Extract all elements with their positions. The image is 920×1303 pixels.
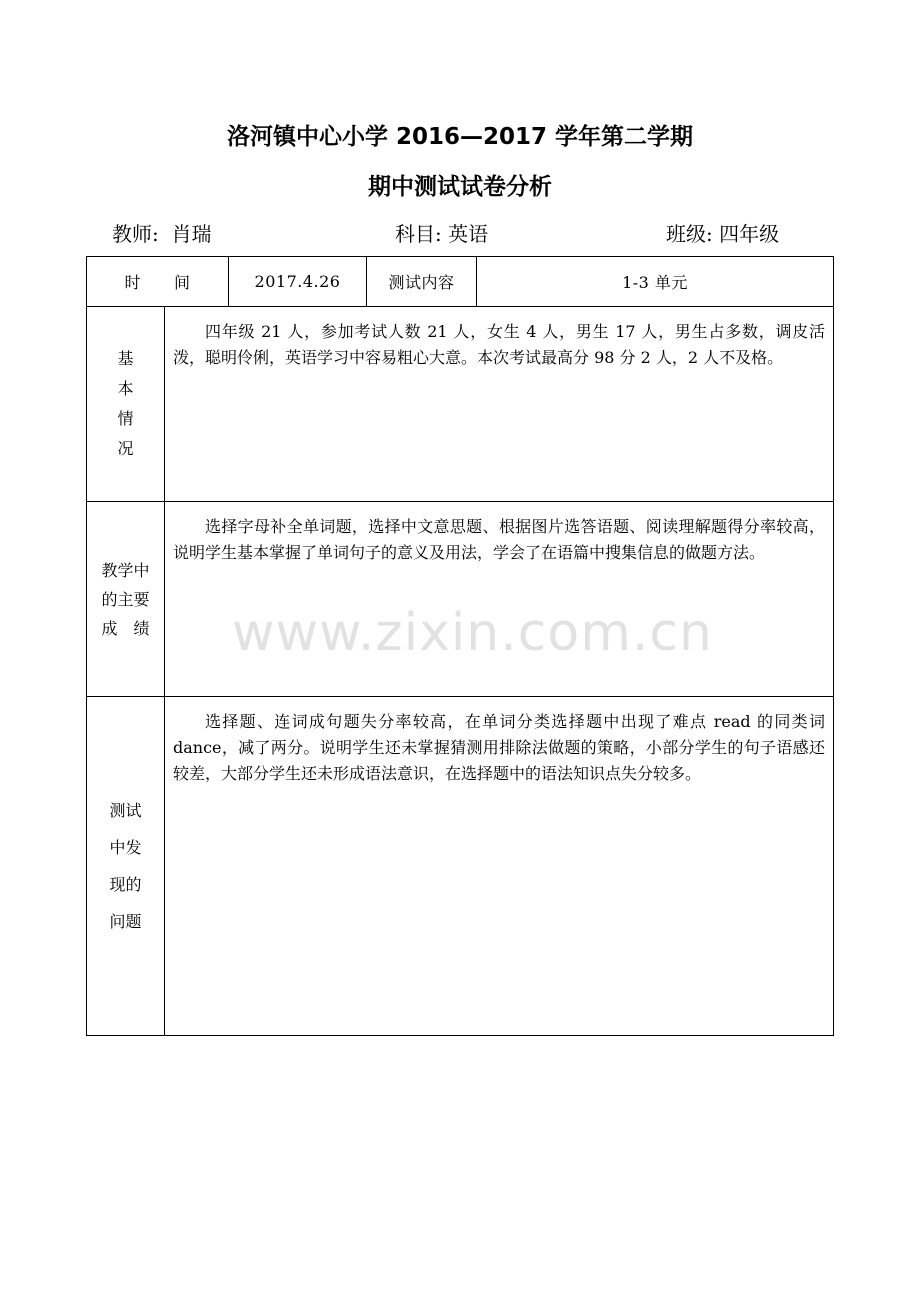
section-text: 四年级 21 人，参加考试人数 21 人，女生 4 人，男生 17 人，男生占多数，调皮活泼，聪明伶俐，英语学习中容易粗心大意。本次考试最高分 98 分 2 人，2 人不及格。 (173, 322, 825, 367)
document-subtitle: 期中测试试卷分析 (368, 174, 552, 200)
time-label: 时 间 (87, 257, 229, 306)
label-line: 成 绩 (101, 618, 150, 638)
label-line: 本 (117, 379, 134, 398)
label-line: 况 (117, 439, 134, 458)
subject-field: 科目: 英语 (395, 222, 489, 246)
content-value: 1-3 单元 (622, 273, 688, 292)
content-label: 测试内容 (367, 257, 477, 306)
label-line: 测试 (109, 801, 142, 820)
document-title: 洛河镇中心小学 2016—2017 学年第二学期 (226, 124, 694, 150)
label-line: 教学中 (101, 560, 150, 580)
section-main-achievements (87, 502, 833, 697)
class-field: 班级: 四年级 (666, 222, 780, 246)
section-label (87, 307, 165, 501)
exam-date: 2017.4.26 (229, 257, 367, 306)
label-line: 现的 (109, 875, 142, 894)
section-label (87, 697, 165, 1035)
label-line: 问题 (109, 912, 142, 931)
info-row (87, 257, 833, 307)
label-line: 基 (117, 349, 134, 368)
label-line: 中发 (109, 838, 142, 857)
label-line: 的主要 (101, 589, 150, 609)
section-problems-found (87, 697, 833, 1035)
label-line: 情 (117, 409, 134, 428)
teacher-field: 教师: 肖瑞 (112, 222, 212, 246)
section-text: 选择字母补全单词题，选择中文意思题、根据图片选答语题、阅读理解题得分率较高，说明学生基本掌握了单词句子的意义及用法，学会了在语篇中搜集信息的做题方法。 (173, 517, 825, 562)
section-label (87, 502, 165, 696)
section-basic-situation (87, 307, 833, 502)
section-text: 选择题、连词成句题失分率较高，在单词分类选择题中出现了难点 read 的同类词 dance，减了两分。说明学生还未掌握猜测用排除法做题的策略，小部分学生的句子语感还较差，大部分学生还未形成语法意识，在选择题中的语法知识点失分较多。 (173, 712, 825, 783)
watermark: www.zixin.com.cn (232, 603, 713, 663)
